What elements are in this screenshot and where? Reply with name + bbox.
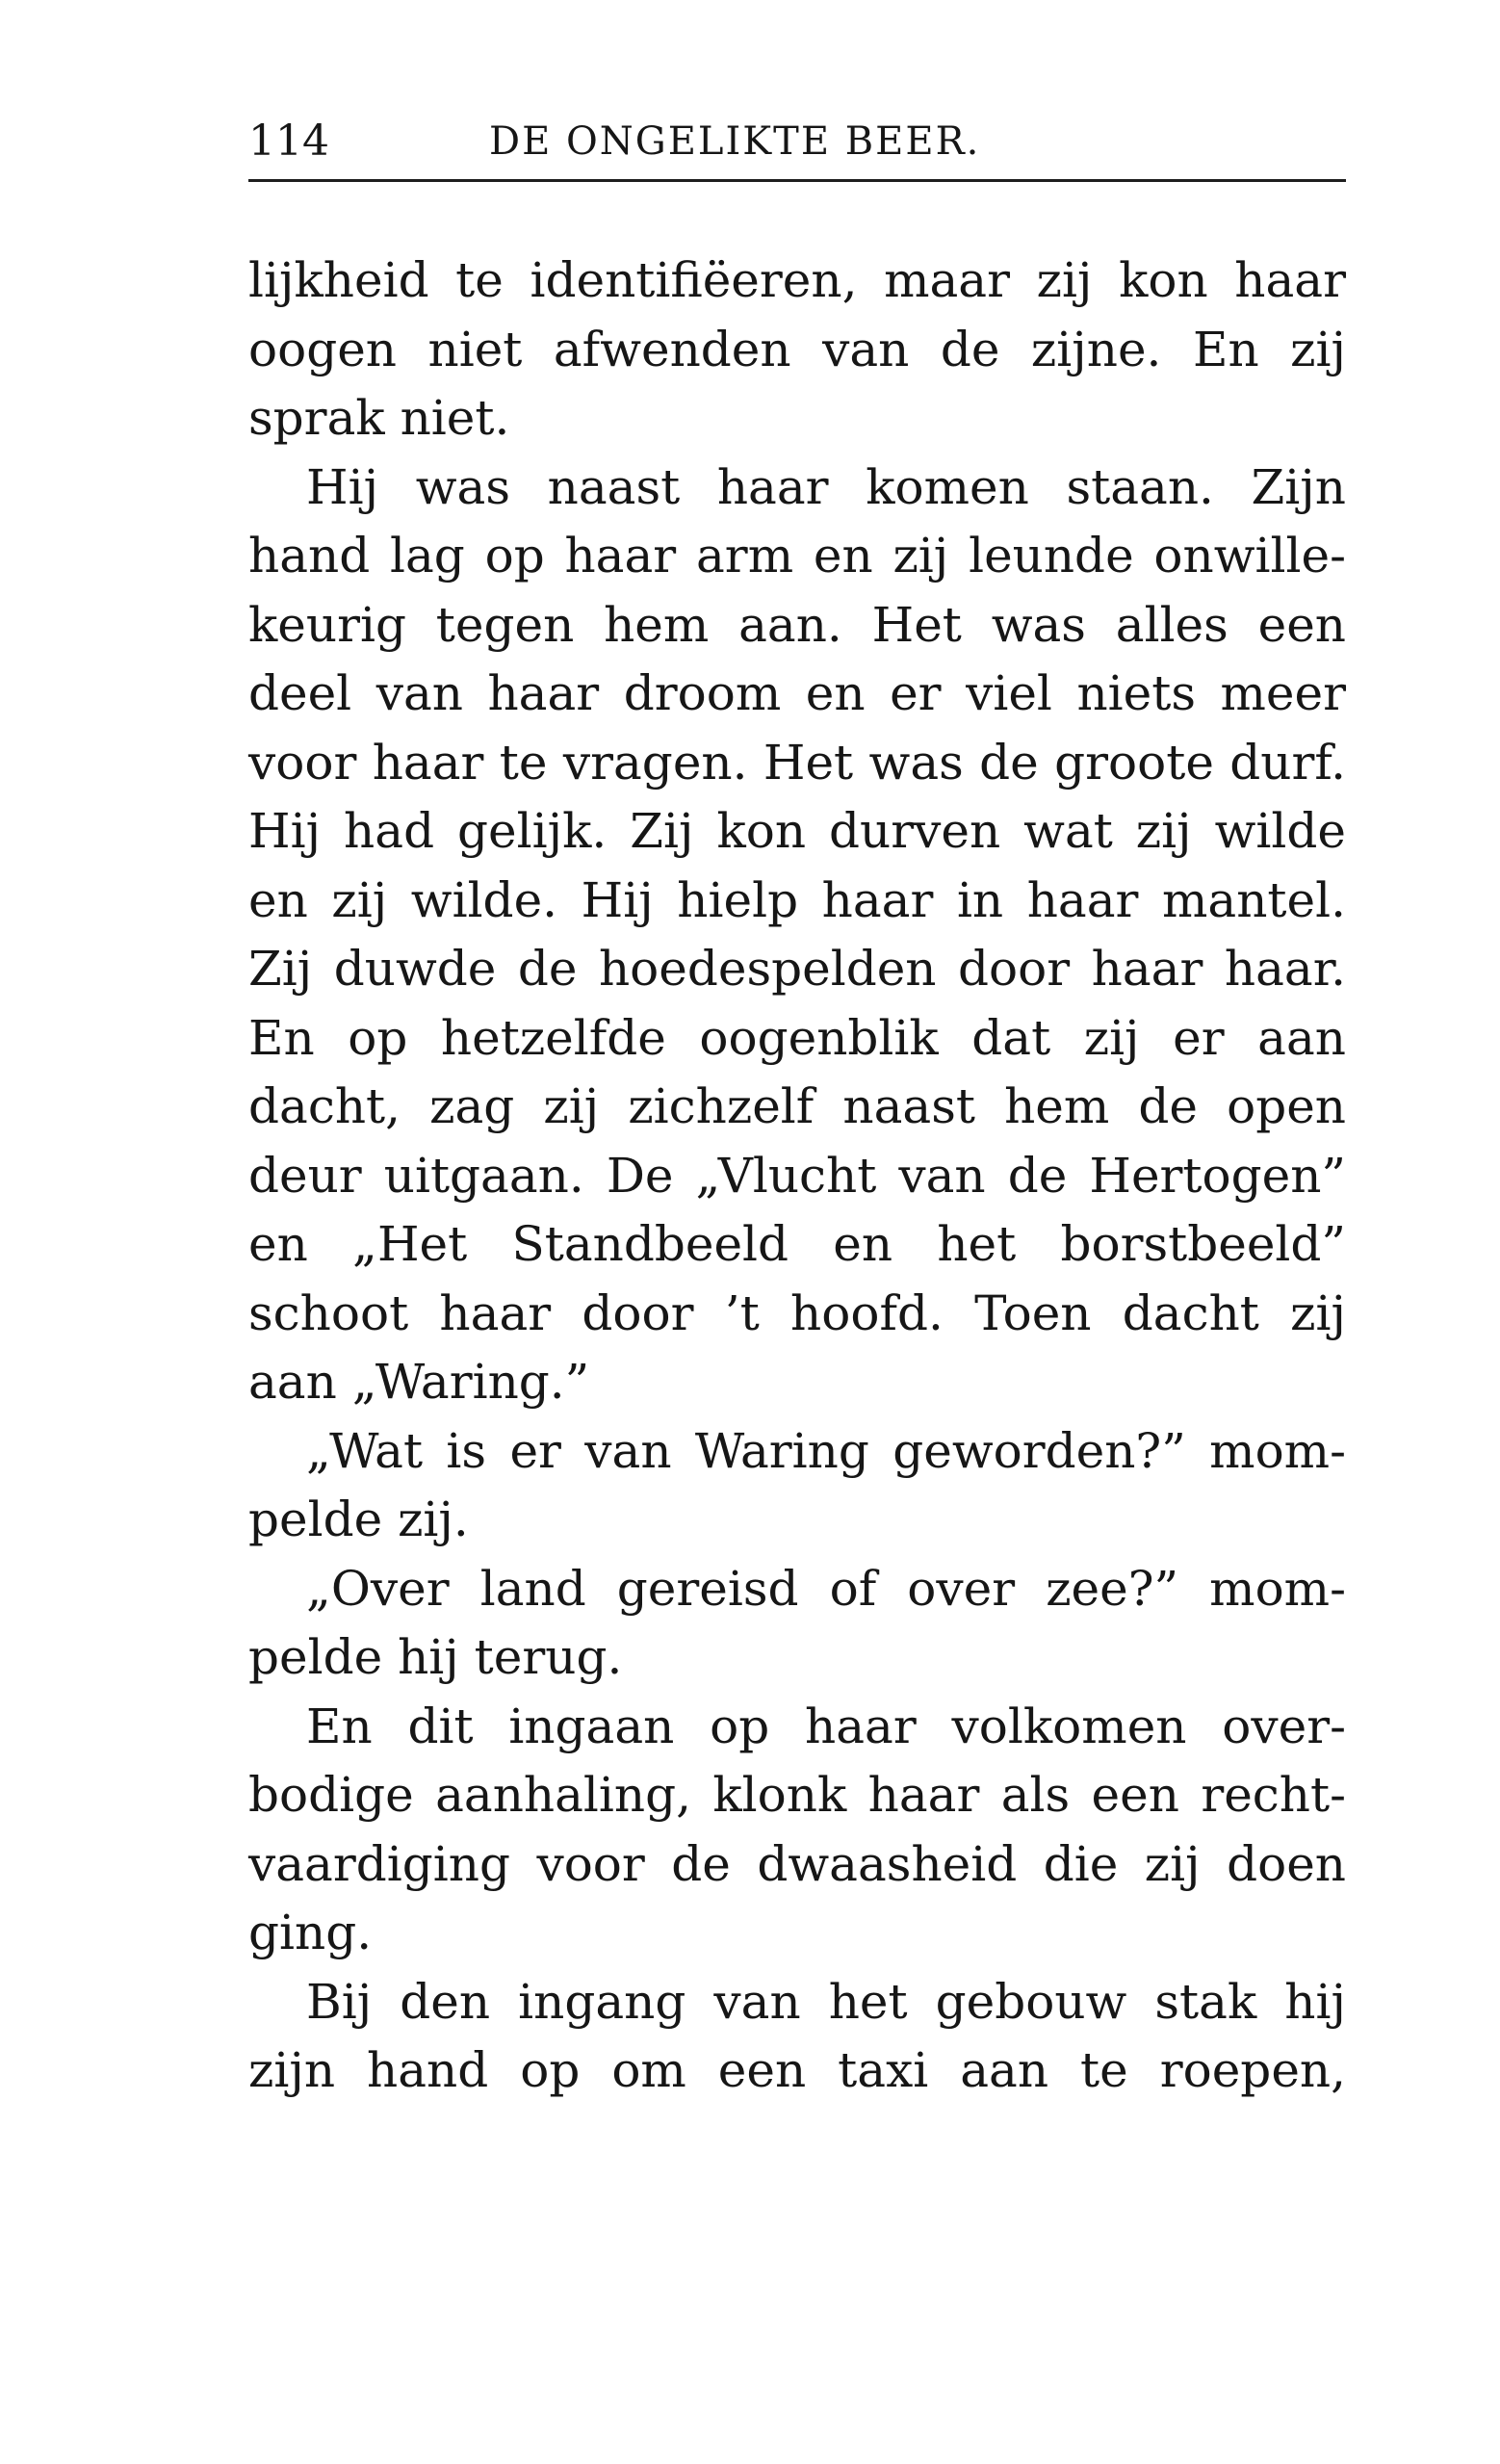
- page-number: 114: [248, 117, 329, 166]
- text-line: En op hetzelfde oogenblik dat zij er aan: [248, 1009, 1346, 1066]
- header-rule: [248, 179, 1346, 182]
- running-title: DE ONGELIKTE BEER.: [489, 119, 981, 164]
- text-line: lijkheid te identifiëeren, maar zij kon haar: [248, 252, 1346, 308]
- text-line: En dit ingaan op haar volkomen over-: [306, 1698, 1346, 1754]
- text-line: Bij den ingang van het gebouw stak hij: [306, 1973, 1346, 2030]
- text-line: bodige aanhaling, klonk haar als een recht-: [248, 1767, 1346, 1823]
- text-line: Zij duwde de hoedespelden door haar haar.: [248, 941, 1346, 997]
- body-text: [248, 246, 1346, 2106]
- text-line: oogen niet afwenden van de zijne. En zij: [248, 321, 1346, 377]
- text-line: pelde hij terug.: [248, 1629, 623, 1685]
- text-line: aan „Waring.”: [248, 1354, 590, 1410]
- text-line: dacht, zag zij zichzelf naast hem de open: [248, 1078, 1346, 1134]
- text-line: „Over land gereisd of over zee?” mom-: [306, 1560, 1346, 1617]
- text-line: deur uitgaan. De „Vlucht van de Hertogen”: [248, 1147, 1346, 1204]
- text-line: en zij wilde. Hij hielp haar in haar mantel.: [248, 871, 1346, 928]
- text-line: schoot haar door ’t hoofd. Toen dacht zij: [248, 1284, 1346, 1341]
- text-line: deel van haar droom en er viel niets meer: [248, 665, 1346, 721]
- text-line: voor haar te vragen. Het was de groote durf.: [248, 734, 1346, 791]
- text-line: vaardiging voor de dwaasheid die zij doen: [248, 1835, 1346, 1892]
- text-line: ging.: [248, 1905, 373, 1960]
- text-line: en „Het Standbeeld en het borstbeeld”: [248, 1216, 1346, 1272]
- text-line: zijn hand op om een taxi aan te roepen,: [248, 2042, 1346, 2098]
- text-line: sprak niet.: [248, 390, 510, 446]
- text-line: Hij was naast haar komen staan. Zijn: [306, 458, 1346, 515]
- text-line: „Wat is er van Waring geworden?” mom-: [306, 1422, 1346, 1479]
- text-line: pelde zij.: [248, 1491, 469, 1547]
- text-line: hand lag op haar arm en zij leunde onwille-: [248, 528, 1346, 584]
- text-line: Hij had gelijk. Zij kon durven wat zij wilde: [248, 803, 1346, 859]
- text-line: keurig tegen hem aan. Het was alles een: [248, 596, 1346, 653]
- page-header: [248, 114, 1346, 169]
